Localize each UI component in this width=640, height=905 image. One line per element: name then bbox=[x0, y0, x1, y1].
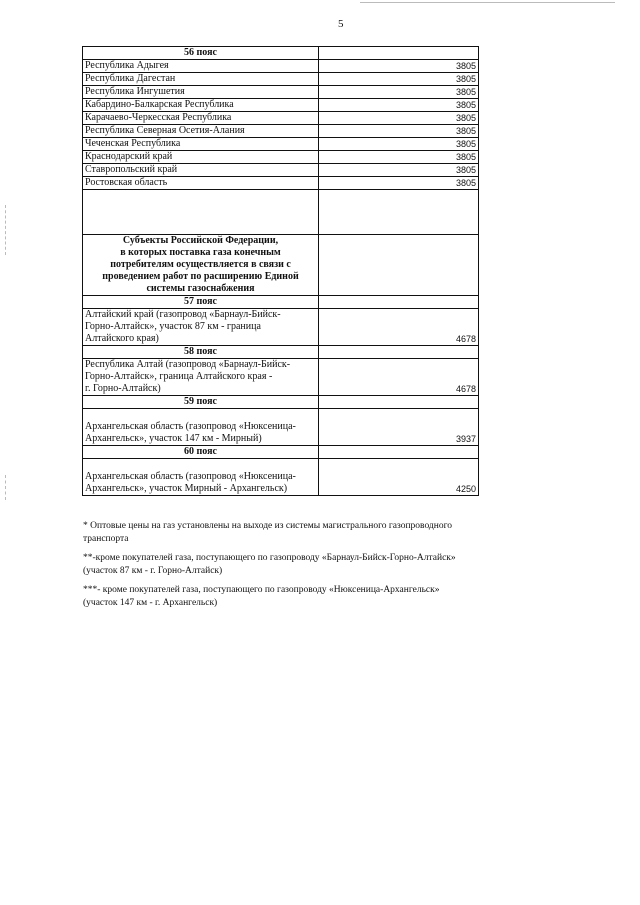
subjects-heading-line: потребителям осуществляется в связи с bbox=[110, 259, 291, 270]
zone-56-title: 56 пояс bbox=[83, 47, 319, 60]
region-name: Карачаево-Черкесская Республика bbox=[83, 112, 319, 125]
region-name: Кабардино-Балкарская Республика bbox=[83, 99, 319, 112]
zone-59-header-row bbox=[83, 396, 479, 409]
scan-edge-mark bbox=[5, 475, 7, 500]
region-name: Краснодарский край bbox=[83, 151, 319, 164]
empty-cell bbox=[319, 396, 479, 409]
region-name bbox=[83, 359, 319, 396]
region-name bbox=[83, 309, 319, 346]
empty-cell bbox=[319, 235, 479, 296]
region-line: Архангельская область (газопровод «Нюксеница- bbox=[85, 421, 296, 432]
subjects-heading-line: Субъекты Российской Федерации, bbox=[122, 235, 279, 246]
scan-edge-mark bbox=[5, 205, 7, 255]
table-row bbox=[83, 177, 479, 190]
price-cell: 3805 bbox=[319, 164, 479, 177]
zone-57-header-row bbox=[83, 296, 479, 309]
empty-cell bbox=[319, 190, 479, 235]
region-line: Горно-Алтайск», участок 87 км - граница bbox=[85, 321, 261, 332]
price-cell: 3805 bbox=[319, 177, 479, 190]
zone-58-title: 58 пояс bbox=[83, 346, 319, 359]
zone-59-title: 59 пояс bbox=[83, 396, 319, 409]
empty-cell bbox=[319, 446, 479, 459]
table-row bbox=[83, 112, 479, 125]
footnote-line: * Оптовые цены на газ установлены на выходе из системы магистрального газопроводного bbox=[83, 521, 452, 531]
table-row bbox=[83, 309, 479, 346]
footnote-2 bbox=[83, 552, 483, 577]
table-row bbox=[83, 151, 479, 164]
footnote-line: (участок 87 км - г. Горно-Алтайск) bbox=[83, 565, 223, 576]
table-row bbox=[83, 60, 479, 73]
price-cell: 3805 bbox=[319, 86, 479, 99]
price-cell: 3805 bbox=[319, 60, 479, 73]
table-row bbox=[83, 73, 479, 86]
price-cell: 3805 bbox=[319, 73, 479, 86]
table-row bbox=[83, 164, 479, 177]
price-cell: 4678 bbox=[319, 359, 479, 396]
footnote-3 bbox=[83, 584, 483, 609]
empty-cell bbox=[319, 296, 479, 309]
zone-58-header-row bbox=[83, 346, 479, 359]
price-cell: 3805 bbox=[319, 99, 479, 112]
region-line: Горно-Алтайск», граница Алтайского края - bbox=[85, 371, 273, 382]
region-line: Архангельская область (газопровод «Нюксеница- bbox=[85, 471, 296, 482]
gas-price-table bbox=[82, 46, 479, 496]
region-name: Ростовская область bbox=[83, 177, 319, 190]
region-name bbox=[83, 459, 319, 496]
price-cell bbox=[319, 47, 479, 60]
price-cell: 3805 bbox=[319, 125, 479, 138]
page-number: 5 bbox=[338, 18, 344, 30]
region-line: Архангельск», участок 147 км - Мирный) bbox=[85, 433, 262, 444]
subjects-heading bbox=[83, 235, 319, 296]
scan-top-line bbox=[360, 2, 615, 3]
region-name bbox=[83, 409, 319, 446]
region-name: Республика Дагестан bbox=[83, 73, 319, 86]
region-line: г. Горно-Алтайск) bbox=[85, 383, 161, 394]
table-row bbox=[83, 86, 479, 99]
subjects-heading-line: системы газоснабжения bbox=[146, 283, 255, 294]
region-line: Республика Алтай (газопровод «Барнаул-Бийск- bbox=[85, 359, 291, 370]
price-cell: 3805 bbox=[319, 138, 479, 151]
region-name: Ставропольский край bbox=[83, 164, 319, 177]
table-row bbox=[83, 138, 479, 151]
table-row bbox=[83, 99, 479, 112]
table-row bbox=[83, 359, 479, 396]
subjects-heading-line: в которых поставка газа конечным bbox=[120, 247, 281, 258]
region-name: Республика Ингушетия bbox=[83, 86, 319, 99]
footnote-line: **-кроме покупателей газа, поступающего по газопроводу «Барнаул-Бийск-Горно-Алтайск» bbox=[83, 553, 456, 563]
price-cell: 4678 bbox=[319, 309, 479, 346]
footnote-line: транспорта bbox=[83, 533, 129, 544]
footnote-line: (участок 147 км - г. Архангельск) bbox=[83, 597, 218, 608]
footnote-1 bbox=[83, 520, 483, 545]
subjects-heading-line: проведением работ по расширению Единой bbox=[102, 271, 299, 282]
table-row bbox=[83, 125, 479, 138]
region-line: Архангельск», участок Мирный - Архангельск) bbox=[85, 483, 288, 494]
region-name: Чеченская Республика bbox=[83, 138, 319, 151]
region-line: Алтайский край (газопровод «Барнаул-Бийск- bbox=[85, 309, 281, 320]
zone-56-header-row bbox=[83, 47, 479, 60]
empty-cell bbox=[83, 190, 319, 235]
region-line: Алтайского края) bbox=[85, 333, 159, 344]
footnotes bbox=[83, 520, 483, 616]
table-row bbox=[83, 409, 479, 446]
empty-row bbox=[83, 190, 479, 235]
table-row bbox=[83, 459, 479, 496]
price-cell: 4250 bbox=[319, 459, 479, 496]
subjects-heading-row bbox=[83, 235, 479, 296]
region-name: Республика Северная Осетия-Алания bbox=[83, 125, 319, 138]
price-cell: 3805 bbox=[319, 112, 479, 125]
zone-60-header-row bbox=[83, 446, 479, 459]
zone-60-title: 60 пояс bbox=[83, 446, 319, 459]
zone-57-title: 57 пояс bbox=[83, 296, 319, 309]
price-cell: 3805 bbox=[319, 151, 479, 164]
footnote-line: ***- кроме покупателей газа, поступающего по газопроводу «Нюксеница-Архангельск» bbox=[83, 585, 440, 595]
empty-cell bbox=[319, 346, 479, 359]
price-cell: 3937 bbox=[319, 409, 479, 446]
region-name: Республика Адыгея bbox=[83, 60, 319, 73]
